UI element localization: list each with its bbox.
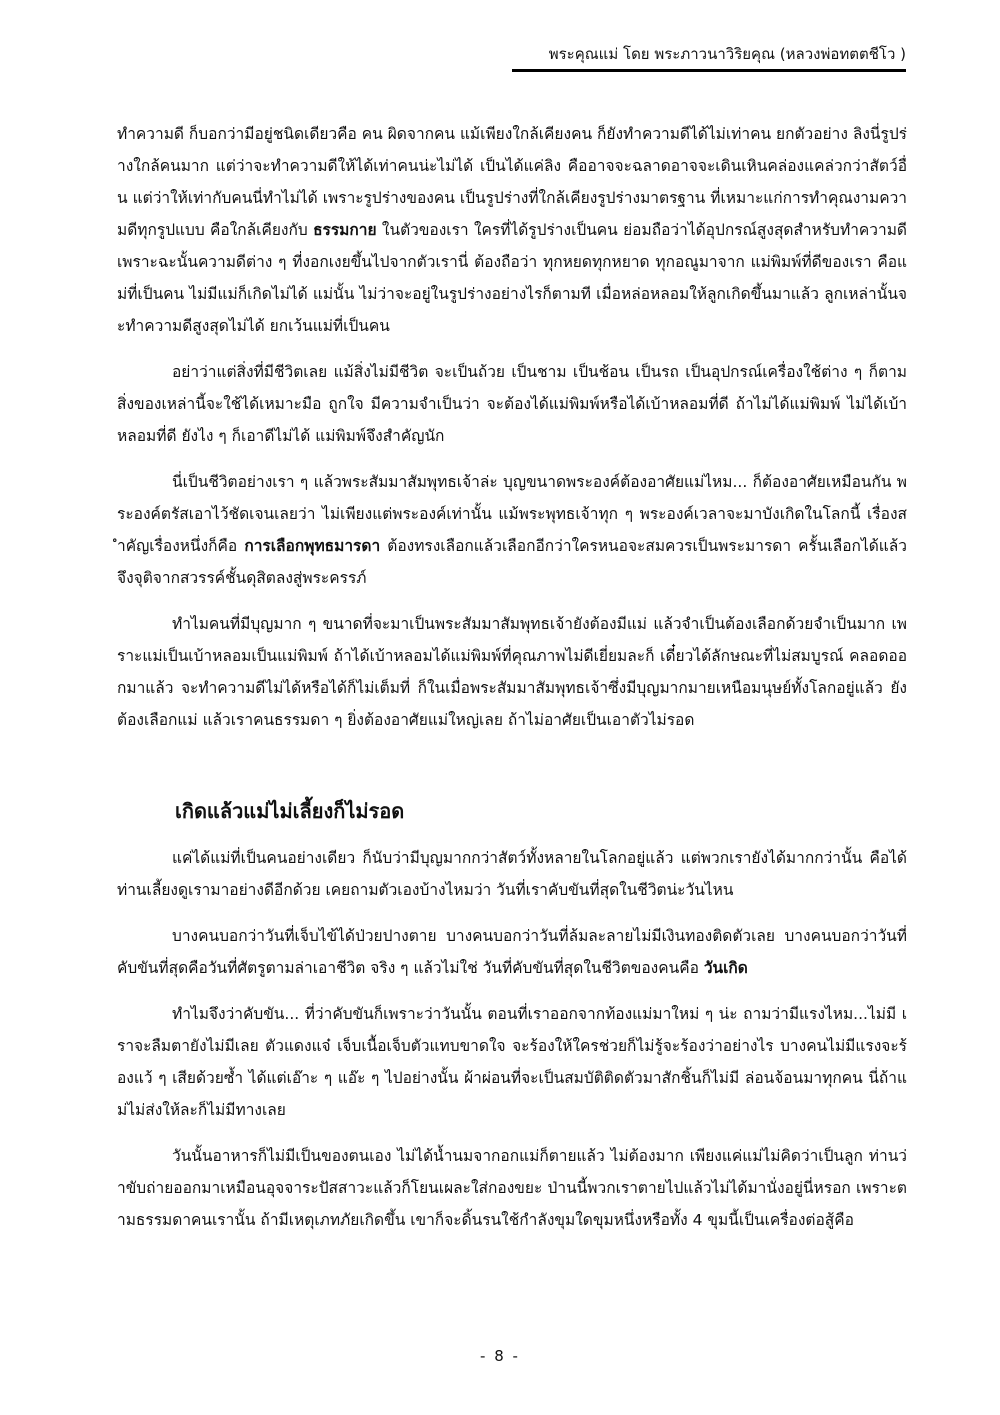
body-paragraph: บางคนบอกว่าวันที่เจ็บไข้ได้ป่วยปางตาย บางคนบอกว่าวันที่ล้มละลายไม่มีเงินทองติดตัวเลย บางคนบอกว่าวันที่คับขันที่สุดคือวันที่ศัตรูตามล่าเอาชีวิต จริง ๆ แล้วไม่ใช่ วันที่คับขันที่สุดในชีวิตของคนคือ วันเกิด — [117, 927, 907, 977]
body-paragraph: ทำความดี ก็บอกว่ามีอยู่ชนิดเดียวคือ คน ผิดจากคน แม้เพียงใกล้เคียงคน ก็ยังทำความดีได้ไม่เท่าคน ยกตัวอย่าง ลิงนี่รูปร่างใกล้คนมาก แต่ว่าจะทำความดีให้ได้เท่าคนน่ะไม่ได้ เป็นได้แค่ลิง คืออาจจะฉลาดอาจจะเดินเหินคล่องแคล่วกว่าสัตว์อื่น แต่ว่าให้เท่ากับคนนี่ทำไม่ได้ เพราะรูปร่างของคน เป็นรูปร่างที่ใกล้เคียงรูปร่างมาตรฐาน ที่เหมาะแก่การทำคุณงามความดีทุกรูปแบบ คือใกล้เคียงกับ ธรรมกาย ในตัวของเรา ใครที่ได้รูปร่างเป็นคน ย่อมถือว่าได้อุปกรณ์สูงสุดสำหรับทำความดี เพราะฉะนั้นความดีต่าง ๆ ที่งอกเงยขึ้นไปจากตัวเรานี่ ต้องถือว่า ทุกหยดทุกหยาด ทุกอณูมาจาก แม่พิมพ์ที่ดีของเรา คือแม่ที่เป็นคน ไม่มีแม่ก็เกิดไม่ได้ แม่นั้น ไม่ว่าจะอยู่ในรูปร่างอย่างไรก็ตามที เมื่อหล่อหลอมให้ลูกเกิดขึ้นมาแล้ว ลูกเหล่านั้นจะทำความดีสูงสุดไม่ได้ ยกเว้นแม่ที่เป็นคน — [117, 125, 907, 335]
page-number: - 8 - — [480, 1347, 520, 1365]
body-paragraph: แค่ได้แม่ที่เป็นคนอย่างเดียว ก็นับว่ามีบุญมากกว่าสัตว์ทั้งหลายในโลกอยู่แล้ว แต่พวกเรายังได้มากกว่านั้น คือได้ท่านเลี้ยงดูเรามาอย่างดีอีกด้วย เคยถามตัวเองบ้างไหมว่า วันที่เราคับขันที่สุดในชีวิตน่ะวันไหน — [117, 849, 907, 899]
running-header: พระคุณแม่ โดย พระภาวนาวิริยคุณ (หลวงพ่อทตตชีโว ) — [548, 45, 906, 63]
body-paragraph: ทำไมจึงว่าคับขัน... ที่ว่าคับขันก็เพราะว่าวันนั้น ตอนที่เราออกจากท้องแม่มาใหม่ ๆ น่ะ ถามว่ามีแรงไหม...ไม่มี เราจะลืมตายังไม่มีเลย ตัวแดงแจ๋ เจ็บเนื้อเจ็บตัวแทบขาดใจ จะร้องให้ใครช่วยก็ไม่รู้จะร้องว่าอย่างไร บางคนไม่มีแรงจะร้องแว้ ๆ เสียด้วยซ้ำ ได้แต่เอ๊าะ ๆ แอ๊ะ ๆ ไปอย่างนั้น ผ้าผ่อนที่จะเป็นสมบัติติดตัวมาสักชิ้นก็ไม่มี ล่อนจ้อนมาทุกคน นี่ถ้าแม่ไม่ส่งให้ละก็ไม่มีทางเลย — [117, 1005, 907, 1119]
body-paragraph: วันนั้นอาหารก็ไม่มีเป็นของตนเอง ไม่ได้น้ำนมจากอกแม่ก็ตายแล้ว ไม่ต้องมาก เพียงแค่แม่ไม่คิดว่าเป็นลูก ท่านว่าขับถ่ายออกมาเหมือนอุจจาระปัสสาวะแล้วก็โยนเผละใส่กองขยะ ป่านนี้พวกเราตายไปแล้วไม่ได้มานั่งอยู่นี่หรอก เพราะตามธรรมดาคนเรานั้น ถ้ามีเหตุเภทภัยเกิดขึ้น เขาก็จะดิ้นรนใช้กำลังขุมใดขุมหนึ่งหรือทั้ง 4 ขุมนี้เป็นเครื่องต่อสู้คือ — [117, 1147, 907, 1229]
section-heading: เกิดแล้วแม่ไม่เลี้ยงก็ไม่รอด — [175, 799, 405, 823]
document-body — [117, 118, 907, 1250]
body-paragraph: อย่าว่าแต่สิ่งที่มีชีวิตเลย แม้สิ่งไม่มีชีวิต จะเป็นถ้วย เป็นชาม เป็นช้อน เป็นรถ เป็นอุปกรณ์เครื่องใช้ต่าง ๆ ก็ตาม สิ่งของเหล่านี้จะใช้ได้เหมาะมือ ถูกใจ มีความจำเป็นว่า จะต้องได้แม่พิมพ์หรือได้เบ้าหลอมที่ดี ถ้าไม่ได้แม่พิมพ์ ไม่ได้เบ้าหลอมที่ดี ยังไง ๆ ก็เอาดีไม่ได้ แม่พิมพ์จึงสำคัญนัก — [117, 363, 907, 445]
body-paragraph: ทำไมคนที่มีบุญมาก ๆ ขนาดที่จะมาเป็นพระสัมมาสัมพุทธเจ้ายังต้องมีแม่ แล้วจำเป็นต้องเลือกด้วยจำเป็นมาก เพราะแม่เป็นเบ้าหลอมเป็นแม่พิมพ์ ถ้าได้เบ้าหลอมได้แม่พิมพ์ที่คุณภาพไม่ดีเยี่ยมละก็ เดี๋ยวได้ลักษณะที่ไม่สมบูรณ์ คลอดออกมาแล้ว จะทำความดีไม่ได้หรือได้ก็ไม่เต็มที่ ก็ในเมื่อพระสัมมาสัมพุทธเจ้าซึ่งมีบุญมากมายเหนือมนุษย์ทั้งโลกอยู่แล้ว ยังต้องเลือกแม่ แล้วเราคนธรรมดา ๆ ยิ่งต้องอาศัยแม่ใหญ่เลย ถ้าไม่อาศัยเป็นเอาตัวไม่รอด — [117, 615, 907, 729]
body-paragraph: นี่เป็นชีวิตอย่างเรา ๆ แล้วพระสัมมาสัมพุทธเจ้าล่ะ บุญขนาดพระองค์ต้องอาศัยแม่ไหม... ก็ต้องอาศัยเหมือนกัน พระองค์ตรัสเอาไว้ชัดเจนเลยว่า ไม่เพียงแต่พระองค์เท่านั้น แม้พระพุทธเจ้าทุก ๆ พระองค์เวลาจะมาบังเกิดในโลกนี้ เรื่องสำคัญเรื่องหนึ่งก็คือ การเลือกพุทธมารดา ต้องทรงเลือกแล้วเลือกอีกว่าใครหนอจะสมควรเป็นพระมารดา ครั้นเลือกได้แล้วจึงจุติจากสวรรค์ชั้นดุสิตลงสู่พระครรภ์ — [117, 473, 907, 587]
header-divider — [512, 69, 906, 72]
